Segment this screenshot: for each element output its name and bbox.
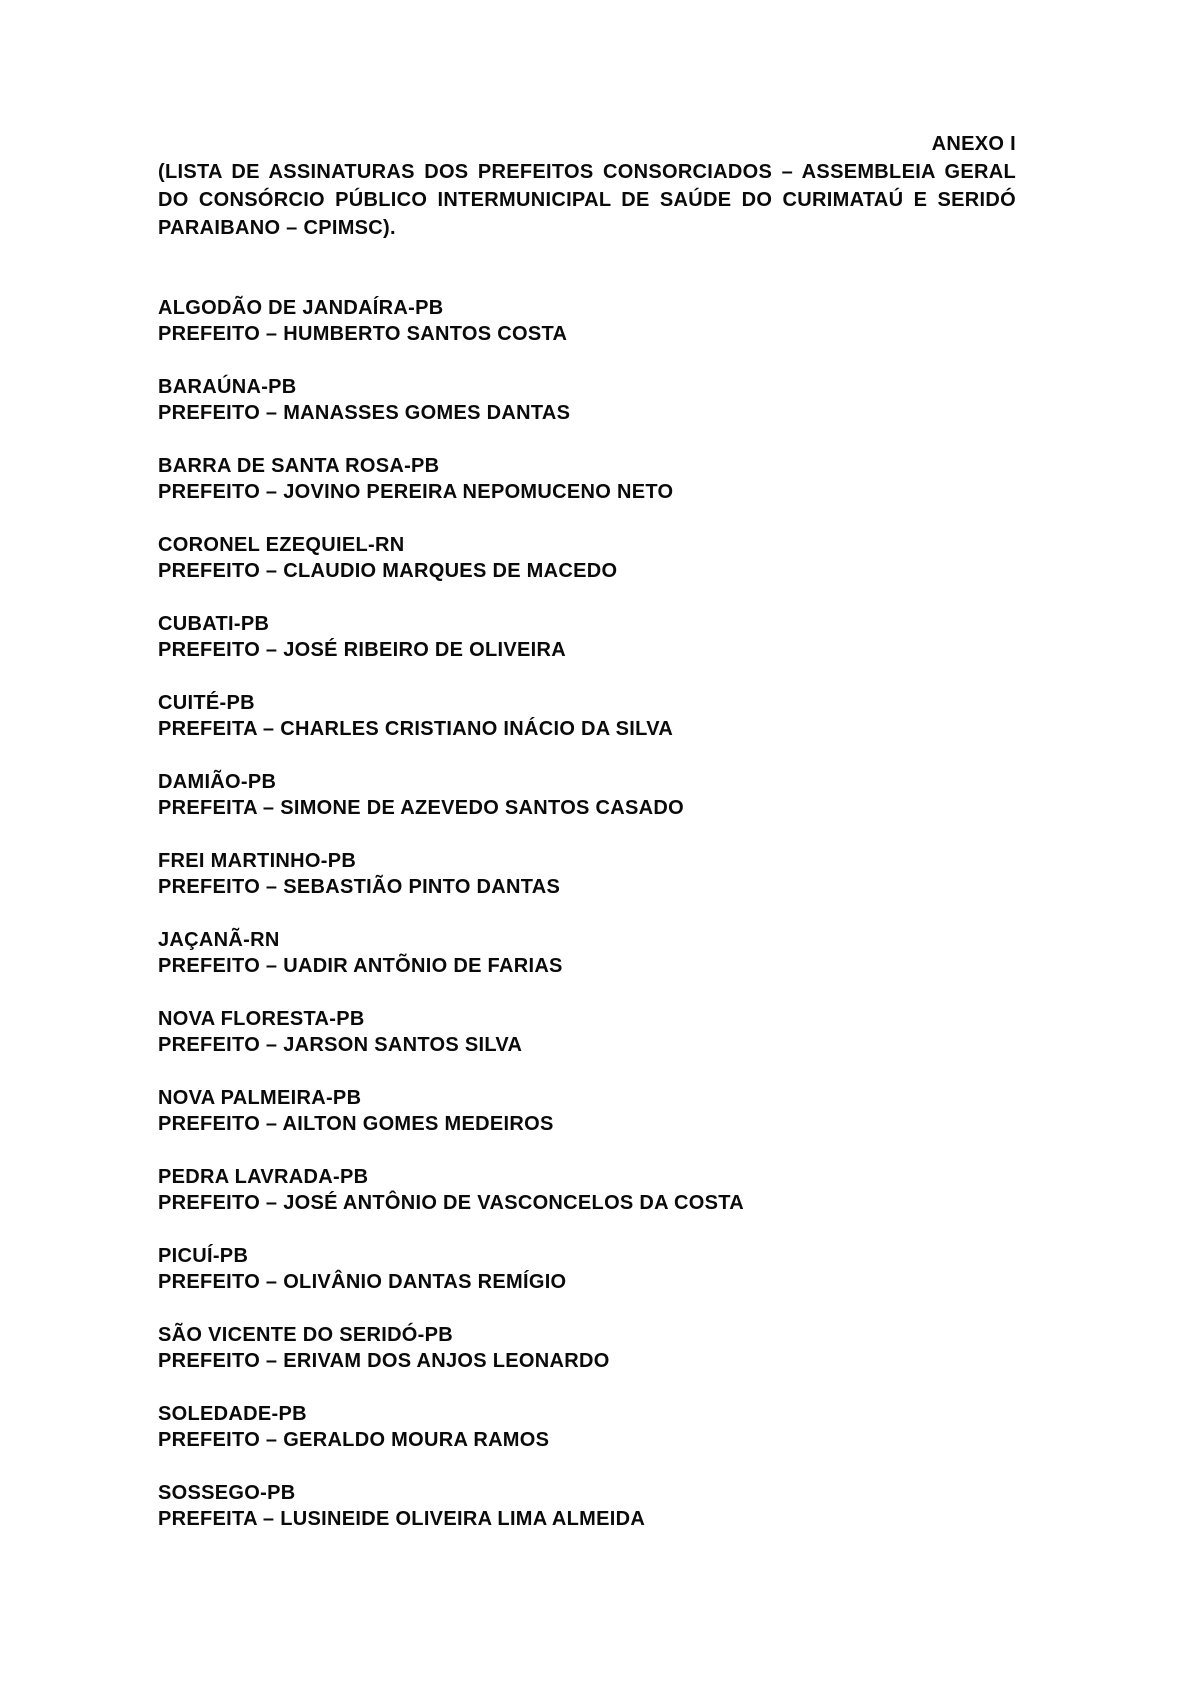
mayor-line [158,1348,1016,1374]
mayor-name: HUMBERTO SANTOS COSTA [283,323,568,345]
mayor-role: PREFEITO [158,955,261,977]
mayor-line [158,400,1016,426]
mayor-line [158,953,1016,979]
dash-separator: – [260,639,284,661]
mayor-name: MANASSES GOMES DANTAS [283,402,571,424]
intro-line: PARAIBANO – CPIMSC). [158,217,396,239]
anexo-heading: ANEXO I [931,133,1016,155]
dash-separator: – [260,1113,283,1135]
municipality-name: PEDRA LAVRADA-PB [158,1166,369,1188]
list-item [158,1164,1016,1216]
list-item [158,690,1016,742]
municipality-name: CUITÉ-PB [158,692,255,714]
list-item [158,848,1016,900]
mayor-line [158,716,1016,742]
mayor-line [158,637,1016,663]
mayor-name: JARSON SANTOS SILVA [283,1034,523,1056]
mayor-name: SIMONE DE AZEVEDO SANTOS CASADO [280,797,685,819]
mayor-line [158,1032,1016,1058]
mayor-role: PREFEITO [158,1113,261,1135]
municipality-name: ALGODÃO DE JANDAÍRA-PB [158,297,444,319]
dash-separator: – [260,1192,284,1214]
municipality-name: JAÇANÃ-RN [158,929,280,951]
dash-separator: – [260,1034,284,1056]
mayor-name: SEBASTIÃO PINTO DANTAS [283,876,561,898]
mayor-role: PREFEITO [158,1034,261,1056]
municipality-name: NOVA PALMEIRA-PB [158,1087,362,1109]
mayor-name: CLAUDIO MARQUES DE MACEDO [283,560,618,582]
municipality-name: BARRA DE SANTA ROSA-PB [158,455,440,477]
mayor-name: UADIR ANTÕNIO DE FARIAS [283,955,563,977]
mayor-line [158,1269,1016,1295]
mayor-role: PREFEITO [158,560,261,582]
list-item [158,1401,1016,1453]
mayor-role: PREFEITA [158,797,258,819]
mayor-name: JOVINO PEREIRA NEPOMUCENO NETO [283,481,674,503]
dash-separator: – [257,797,281,819]
municipality-name: FREI MARTINHO-PB [158,850,357,872]
list-item [158,1006,1016,1058]
dash-separator: – [260,560,284,582]
list-item [158,769,1016,821]
mayor-name: JOSÉ ANTÔNIO DE VASCONCELOS DA COSTA [283,1192,745,1214]
dash-separator: – [257,1508,281,1530]
mayor-line [158,1190,1016,1216]
list-item [158,374,1016,426]
mayor-signature-list [158,295,1016,1532]
list-item [158,453,1016,505]
dash-separator: – [260,481,284,503]
municipality-name: CUBATI-PB [158,613,270,635]
dash-separator: – [260,1429,284,1451]
mayor-role: PREFEITA [158,718,258,740]
dash-separator: – [260,402,284,424]
list-item [158,1322,1016,1374]
mayor-role: PREFEITO [158,402,261,424]
mayor-name: AILTON GOMES MEDEIROS [282,1113,554,1135]
mayor-name: LUSINEIDE OLIVEIRA LIMA ALMEIDA [280,1508,646,1530]
list-item [158,611,1016,663]
intro-line: DO CONSÓRCIO PÚBLICO INTERMUNICIPAL DE SAÚDE DO CURIMATAÚ E SERIDÓ [158,189,1016,211]
dash-separator: – [257,718,281,740]
intro-line: (LISTA DE ASSINATURAS DOS PREFEITOS CONSORCIADOS – ASSEMBLEIA GERAL [158,161,1016,183]
mayor-line [158,479,1016,505]
mayor-line [158,558,1016,584]
mayor-role: PREFEITO [158,1350,261,1372]
municipality-name: SÃO VICENTE DO SERIDÓ-PB [158,1324,454,1346]
mayor-line [158,795,1016,821]
mayor-role: PREFEITA [158,1508,258,1530]
municipality-name: DAMIÃO-PB [158,771,277,793]
mayor-role: PREFEITO [158,481,261,503]
dash-separator: – [260,323,284,345]
list-item [158,927,1016,979]
municipality-name: SOLEDADE-PB [158,1403,307,1425]
list-item [158,1243,1016,1295]
mayor-role: PREFEITO [158,1429,261,1451]
mayor-name: ERIVAM DOS ANJOS LEONARDO [283,1350,610,1372]
list-item [158,532,1016,584]
mayor-line [158,1427,1016,1453]
mayor-line [158,1111,1016,1137]
mayor-role: PREFEITO [158,876,261,898]
list-item [158,295,1016,347]
mayor-name: CHARLES CRISTIANO INÁCIO DA SILVA [280,718,674,740]
mayor-role: PREFEITO [158,1192,261,1214]
mayor-name: OLIVÂNIO DANTAS REMÍGIO [283,1271,567,1293]
mayor-role: PREFEITO [158,639,261,661]
municipality-name: PICUÍ-PB [158,1245,249,1267]
mayor-name: GERALDO MOURA RAMOS [283,1429,550,1451]
dash-separator: – [260,876,284,898]
municipality-name: SOSSEGO-PB [158,1482,296,1504]
mayor-role: PREFEITO [158,323,261,345]
municipality-name: NOVA FLORESTA-PB [158,1008,365,1030]
dash-separator: – [260,955,284,977]
list-item [158,1085,1016,1137]
municipality-name: CORONEL EZEQUIEL-RN [158,534,405,556]
mayor-line [158,321,1016,347]
municipality-name: BARAÚNA-PB [158,376,297,398]
dash-separator: – [260,1271,284,1293]
mayor-role: PREFEITO [158,1271,261,1293]
mayor-line [158,1506,1016,1532]
list-item [158,1480,1016,1532]
mayor-line [158,874,1016,900]
intro-paragraph [158,158,1016,242]
dash-separator: – [260,1350,284,1372]
mayor-name: JOSÉ RIBEIRO DE OLIVEIRA [283,639,567,661]
